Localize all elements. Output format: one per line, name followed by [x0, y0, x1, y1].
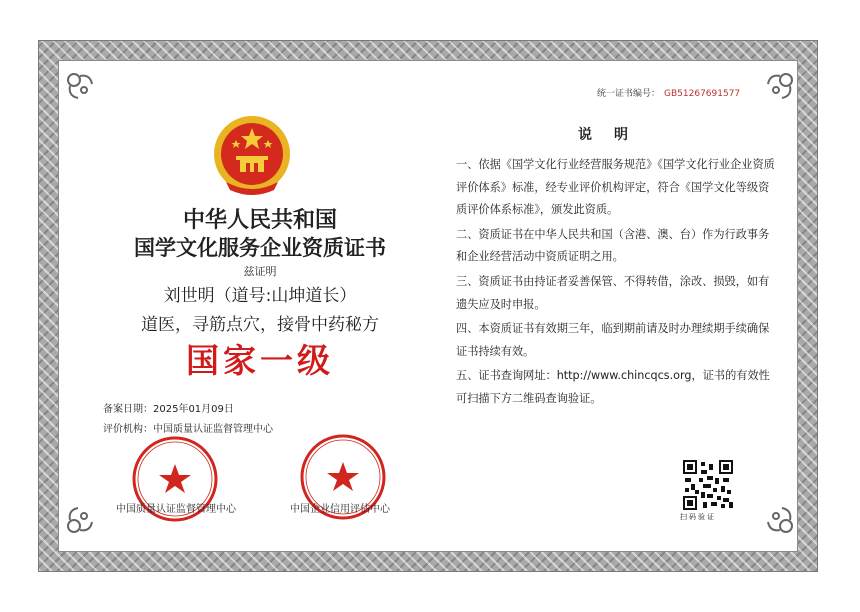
certificate-title-line2: 国学文化服务企业资质证书 — [134, 236, 386, 260]
evaluator-value: 中国质量认证监督管理中心 — [153, 424, 273, 435]
certificate-number-value: GB51267691577 — [664, 89, 741, 99]
hereby-certify-text: 兹证明 — [243, 265, 277, 278]
quality-center-seal-label: 中国质量认证监督管理中心 — [116, 504, 236, 515]
explanation-title: 说明 — [578, 127, 650, 143]
record-date-label: 备案日期： — [103, 404, 153, 415]
corner-ornament-icon — [764, 70, 796, 102]
credit-center-seal-label: 中国企业信用评估中心 — [290, 504, 390, 515]
qualification-grade: 国家一级 — [186, 341, 334, 380]
explanation-list — [456, 154, 778, 413]
explanation-item: 二、资质证书在中华人民共和国（含港、澳、台）作为行政事务和企业经营活动中资质证明之用。 — [456, 227, 770, 264]
corner-ornament-icon — [64, 70, 96, 102]
record-date-row — [103, 400, 234, 415]
qr-code-icon[interactable] — [683, 460, 733, 510]
explanation-item: 三、资质证书由持证者妥善保管、不得转借，涂改、损毁，如有遗失应及时申报。 — [456, 274, 770, 311]
certificate-holder: 刘世明（道号:山坤道长） — [163, 286, 357, 306]
certificate-number-label: 统一证书编号： — [597, 89, 661, 99]
qr-code-label: 扫码验证 — [680, 513, 716, 521]
evaluator-row — [103, 420, 273, 435]
corner-ornament-icon — [764, 504, 796, 536]
evaluator-label: 评价机构： — [103, 424, 153, 435]
explanation-item: 四、本资质证书有效期三年，临到期前请及时办理续期手续确保证书持续有效。 — [456, 322, 770, 358]
certificate-title-line1: 中华人民共和国 — [182, 208, 337, 233]
corner-ornament-icon — [64, 504, 96, 536]
record-date-value: 2025年01月09日 — [153, 404, 234, 415]
explanation-item: 一、依据《国学文化行业经营服务规范》《国学文化行业企业资质评价体系》标准，经专业评价机构评定，符合《国学文化等级资质评价体系标准》，颁发此资质。 — [456, 158, 775, 217]
service-scope: 道医，寻筋点穴，接骨中药秘方 — [141, 315, 379, 335]
explanation-item: 五、证书查询网址：http://www.chincqcs.org，证书的有效性可扫描下方二维码查询验证。 — [456, 369, 770, 405]
national-emblem-icon — [210, 112, 294, 196]
certificate-number — [597, 86, 740, 99]
